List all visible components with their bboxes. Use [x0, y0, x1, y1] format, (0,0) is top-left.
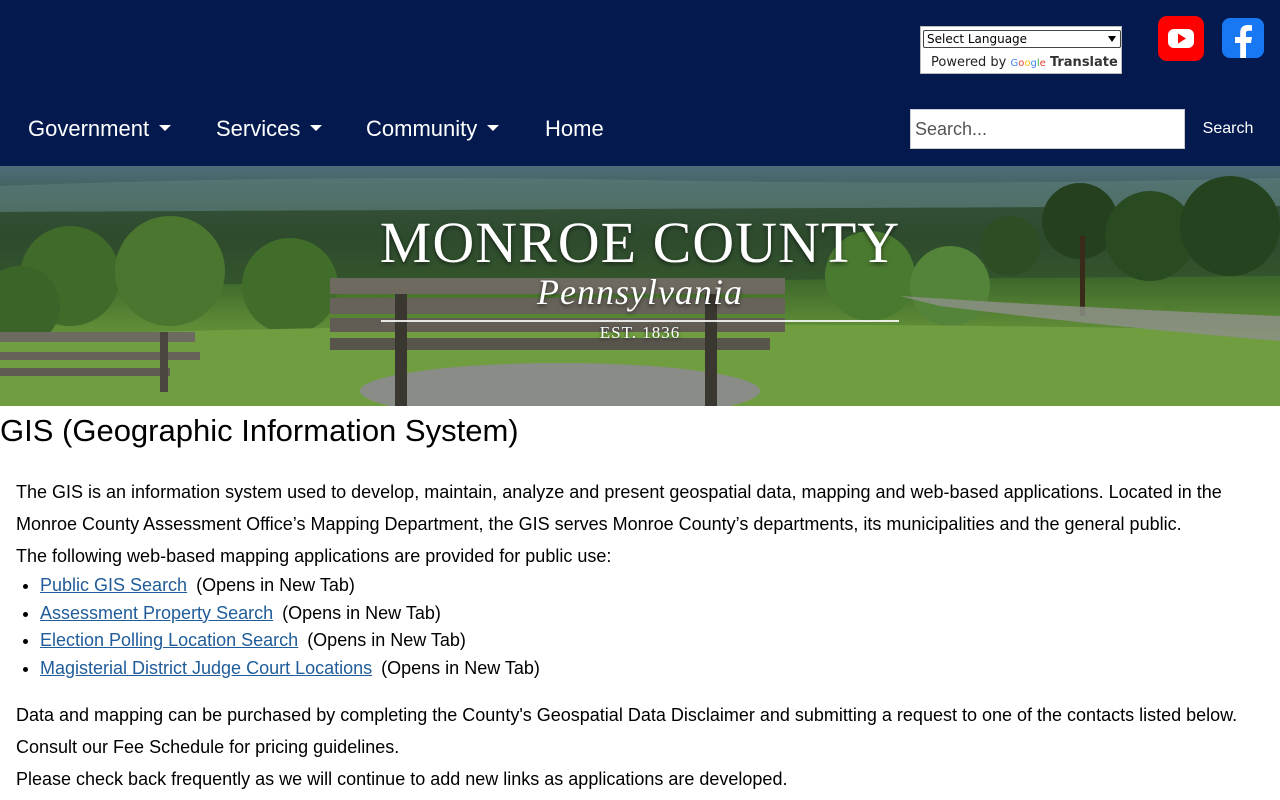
banner-title: MONROE COUNTY [379, 210, 901, 275]
page-title: GIS (Geographic Information System) [0, 413, 519, 448]
facebook-icon[interactable] [1222, 18, 1264, 58]
assessment-property-search-link[interactable]: Assessment Property Search [40, 602, 274, 623]
nav-home-label: Home [545, 116, 604, 141]
nav-community[interactable] [366, 116, 499, 142]
caret-down-icon [310, 125, 322, 131]
nav-government[interactable] [28, 116, 171, 142]
search-input[interactable] [910, 109, 1185, 149]
new-tab-note: (Opens in New Tab) [307, 630, 466, 651]
new-tab-note: (Opens in New Tab) [381, 658, 540, 679]
nav-community-label: Community [366, 116, 478, 141]
translate-link[interactable]: Translate [1049, 55, 1118, 70]
check-back-line: Please check back frequently as we will continue to add new links as applications are developed. [16, 769, 788, 789]
new-tab-note: (Opens in New Tab) [282, 602, 441, 623]
nav-services[interactable] [216, 116, 322, 142]
caret-down-icon [159, 125, 171, 131]
youtube-icon[interactable] [1158, 16, 1204, 61]
fee-schedule-line: Consult our Fee Schedule for pricing guidelines. [16, 737, 400, 757]
public-gis-search-link[interactable]: Public GIS Search [40, 575, 188, 595]
list-item [40, 572, 1266, 600]
election-polling-location-link[interactable]: Election Polling Location Search [40, 630, 299, 651]
nav-services-label: Services [216, 116, 301, 141]
google-translate-widget [920, 26, 1122, 74]
site-header [0, 0, 1280, 166]
powered-by-label: Powered by [931, 55, 1007, 70]
list-item [40, 600, 1266, 628]
new-tab-note: (Opens in New Tab) [196, 575, 355, 595]
language-select-value: Select Language [927, 32, 1028, 46]
nav-government-label: Government [28, 116, 150, 141]
purchase-line: Data and mapping can be purchased by completing the County's Geospatial Data Disclaimer and submitting a request to one of the contacts listed below. [16, 705, 1238, 725]
list-item [40, 627, 1266, 655]
google-logo: Google [1010, 58, 1046, 69]
caret-down-icon [487, 125, 499, 131]
intro-line-1: The GIS is an information system used to develop, maintain, analyze and present geospatial data, mapping and web-based applications. Located in the [16, 482, 1222, 502]
app-list [16, 572, 1266, 683]
chevron-down-icon [1108, 36, 1116, 42]
nav-home[interactable] [545, 116, 604, 142]
powered-by-google [931, 55, 1118, 70]
list-intro: The following web-based mapping applications are provided for public use: [16, 546, 612, 566]
banner-subtitle: Pennsylvania [537, 272, 743, 312]
banner-established: EST. 1836 [599, 323, 681, 342]
intro-line-2: Monroe County Assessment Office’s Mapping Department, the GIS serves Monroe County’s departments, its municipalities and the general public. [16, 514, 1182, 534]
search-button[interactable]: Search [1196, 114, 1260, 144]
magisterial-district-judge-link[interactable]: Magisterial District Judge Court Locations [40, 658, 373, 679]
list-item [40, 655, 1266, 683]
hero-banner [0, 166, 1280, 406]
language-select[interactable] [923, 30, 1121, 48]
